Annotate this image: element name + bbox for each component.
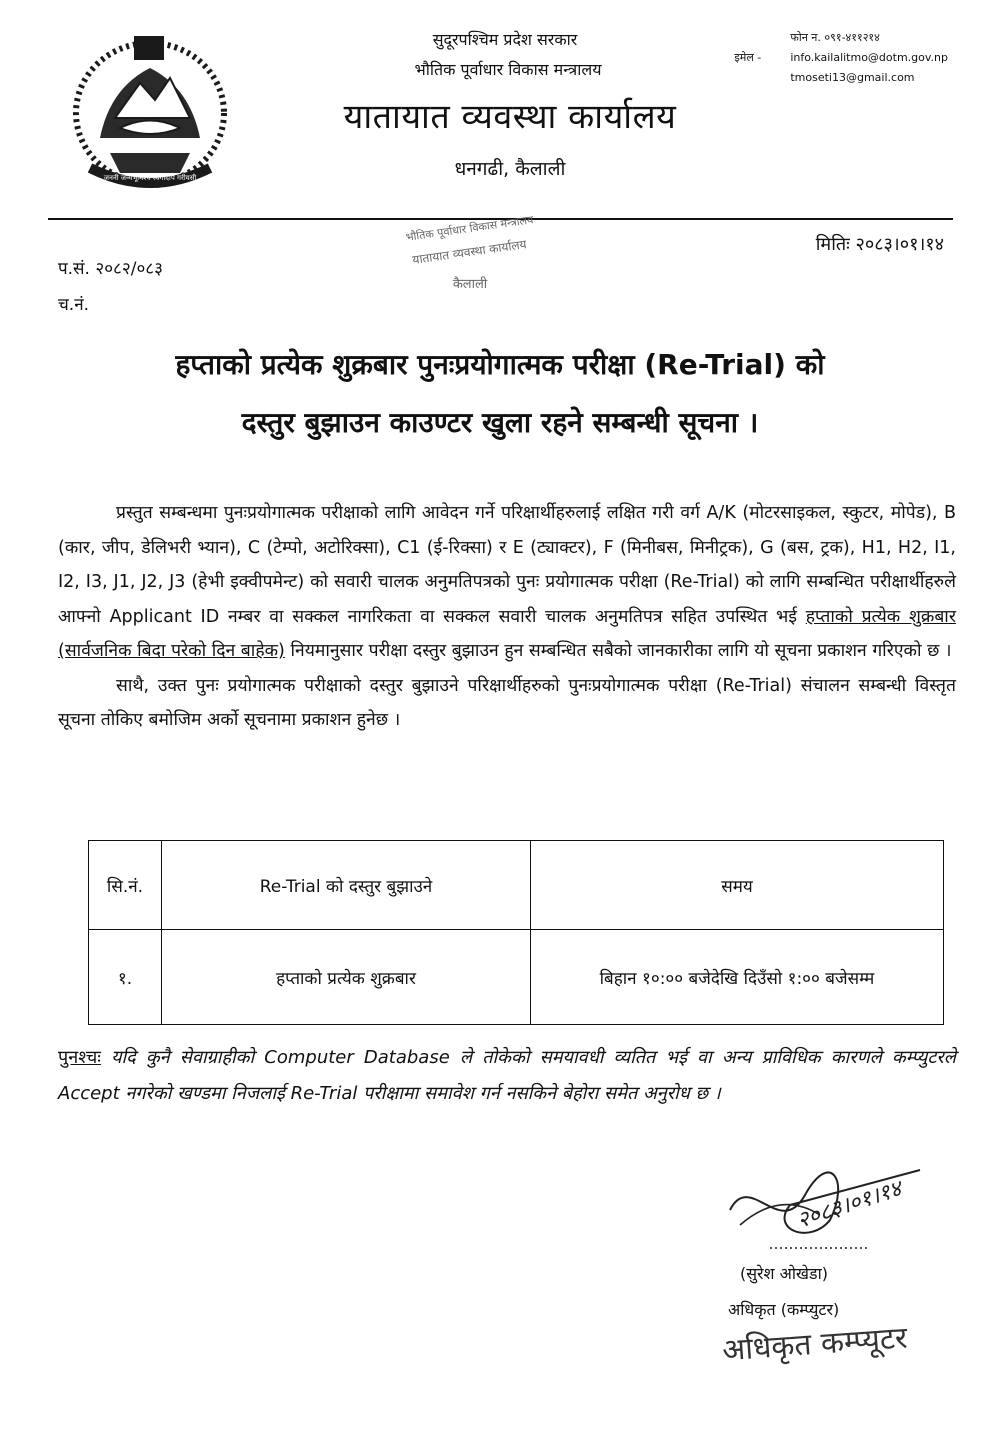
friday-highlight: हप्ताको प्रत्येक शुक्रबार (सार्वजनिक बिदा परेको दिन बाहेक) xyxy=(58,606,956,661)
cell-day: हप्ताको प्रत्येक शुक्रबार xyxy=(162,930,531,1025)
paragraph-1 xyxy=(58,496,956,669)
email-label: इमेल - xyxy=(734,51,762,64)
postscript-label: पुनश्चः xyxy=(58,1047,101,1068)
signatory-post: अधिकृत (कम्प्युटर) xyxy=(728,1300,840,1319)
letter-reference-number: प.सं. २०८२/०८३ xyxy=(58,259,163,279)
signatory-name: (सुरेश ओखेडा) xyxy=(740,1264,828,1283)
dispatch-number: च.नं. xyxy=(58,295,90,315)
letter-date: मितिः २०८३।०१।१४ xyxy=(815,234,944,255)
phone-number: ०९१-४११२१४ xyxy=(824,31,880,44)
government-name: सुदूरपश्चिम प्रदेश सरकार xyxy=(432,30,578,49)
nepal-emblem-icon xyxy=(60,28,240,193)
signatory-stamp: अधिकृत कम्प्यूटर xyxy=(721,1320,909,1369)
email-primary: info.kailalitmo@dotm.gov.np xyxy=(790,51,948,64)
office-stamp xyxy=(380,210,560,300)
schedule-table xyxy=(88,840,944,1025)
handwritten-signature xyxy=(710,1150,940,1255)
notice-body xyxy=(58,496,956,738)
cell-serial: १. xyxy=(89,930,162,1025)
svg-text:यातायात व्यवस्था कार्यालय: यातायात व्यवस्था कार्यालय xyxy=(411,237,528,267)
postscript-text: यदि कुनै सेवाग्राहीको Computer Database ले तोकेको समयावधी व्यतित भई वा अन्य प्राविधिक कारणले कम्प्युटरले Accept नगरेको खण्डमा निजलाई Re-Trial परीक्षामा समावेश गर्न नसकिने बेहोरा समेत अनुरोध छ । xyxy=(58,1047,956,1104)
column-header-time: समय xyxy=(531,841,944,930)
notice-title-line2: दस्तुर बुझाउन काउण्टर खुला रहने सम्बन्धी सूचना । xyxy=(241,406,759,439)
svg-text:कैलाली: कैलाली xyxy=(452,277,488,292)
phone-label: फोन न. xyxy=(790,31,821,44)
office-name: यातायात व्यवस्था कार्यालय xyxy=(343,97,677,137)
office-location: धनगढी, कैलाली xyxy=(454,158,566,180)
cell-time: बिहान १०:०० बजेदेखि दिउँसो १:०० बजेसम्म xyxy=(531,930,944,1025)
ministry-name: भौतिक पूर्वाधार विकास मन्त्रालय xyxy=(414,60,602,79)
notice-title-line1: हप्ताको प्रत्येक शुक्रबार पुनःप्रयोगात्मक परीक्षा (Re-Trial) को xyxy=(175,348,825,381)
svg-text:जननी जन्मभूमिश्च स्वर्गादपि गर: जननी जन्मभूमिश्च स्वर्गादपि गरीयसी xyxy=(103,174,197,182)
paragraph-1-text-b: नियमानुसार परीक्षा दस्तुर बुझाउन हुन सम्बन्धित सबैको जानकारीका लागि यो सूचना प्रकाशन गरिएको छ । xyxy=(284,641,952,661)
contact-block xyxy=(734,28,948,88)
table-header-row xyxy=(89,841,944,930)
column-header-fee: Re-Trial को दस्तुर बुझाउने xyxy=(162,841,531,930)
table-row xyxy=(89,930,944,1025)
svg-text:२०८३।०१।१४: २०८३।०१।१४ xyxy=(794,1176,905,1234)
svg-text:भौतिक पूर्वाधार विकास मन्त्राल: भौतिक पूर्वाधार विकास मन्त्रालय xyxy=(404,213,535,244)
email-secondary: tmoseti13@gmail.com xyxy=(790,71,915,84)
paragraph-2: साथै, उक्त पुनः प्रयोगात्मक परीक्षाको दस्तुर बुझाउने परिक्षार्थीहरुको पुनःप्रयोगात्मक परीक्षा (Re-Trial) संचालन सम्बन्धी विस्तृत सूचना तोकिए बमोजिम अर्को सूचनामा प्रकाशन हुनेछ । xyxy=(58,675,956,730)
postscript-note xyxy=(58,1040,956,1112)
column-header-serial: सि.नं. xyxy=(89,841,162,930)
notice-title xyxy=(60,336,940,452)
paragraph-1-text-a: प्रस्तुत सम्बन्धमा पुनःप्रयोगात्मक परीक्षाको लागि आवेदन गर्ने परिक्षार्थीहरुलाई लक्षित गरी वर्ग A/K (मोटरसाइकल, स्कुटर, मोपेड), B (कार, जीप, डेलिभरी भ्यान), C (टेम्पो, अटोरिक्सा), C1 (ई-रिक्सा) र E (ट्याक्टर), F (मिनीबस, मिनीट्रक), G (बस, ट्रक), H1, H2, I1, I2, I3, J1, J2, J3 (हेभी इक्वीपमेन्ट) को सवारी चालक अनुमतिपत्रको पुनः प्रयोगात्मक परीक्षा (Re-Trial) को लागि सम्बन्धित परीक्षार्थीहरुले आफ्नो Applicant ID नम्बर वा सक्कल नागरिकता वा सक्कल सवारी चालक अनुमतिपत्र सहित उपस्थित भई xyxy=(58,503,956,627)
